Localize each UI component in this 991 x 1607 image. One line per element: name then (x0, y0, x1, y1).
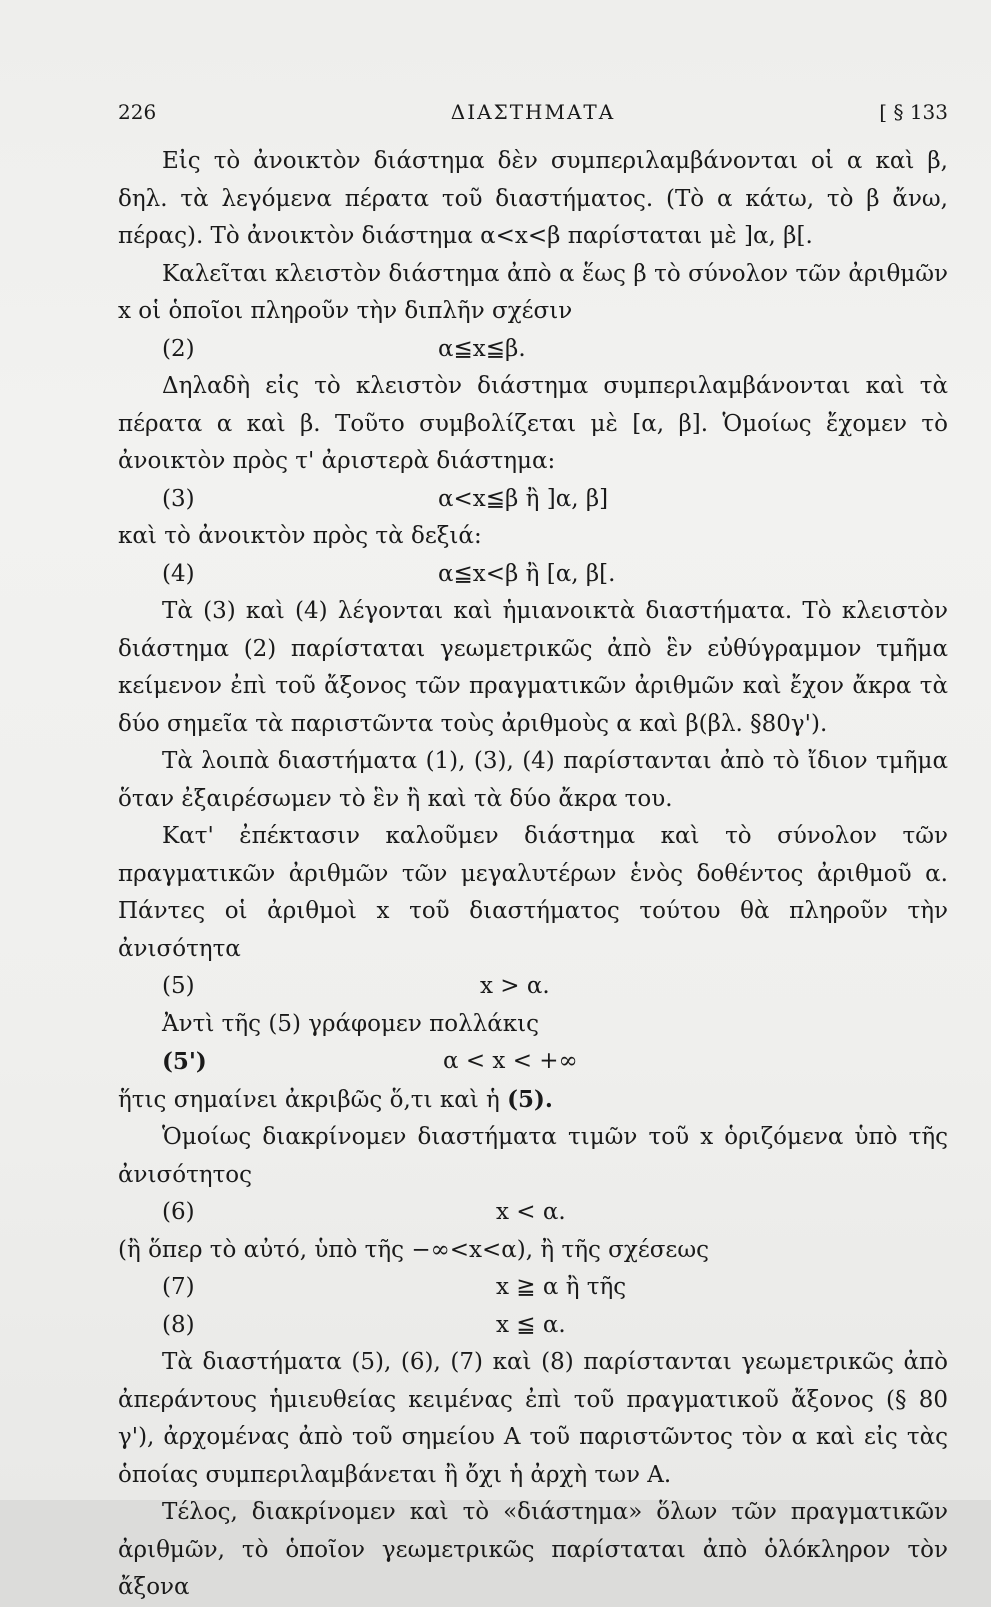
equation-label: (5) (162, 973, 195, 999)
paragraph-closed-interval: Καλεῖται κλειστὸν διάστημα ἀπὸ α ἕως β τὸ σύνολον τῶν ἀριθμῶν x οἱ ὁποῖοι πληροῦν τὴν διπλῆν σχέσιν (118, 260, 948, 324)
paragraph-meaning (118, 1081, 948, 1120)
paragraph-endpoints: Δηλαδὴ εἰς τὸ κλειστὸν διάστημα συμπεριλαμβάνονται καὶ τὰ πέρατα α καὶ β. Τοῦτο συμβολίζεται μὲ [α, β]. Ὁμοίως ἔχομεν τὸ ἀνοικτὸν πρὸς τ' ἀριστερὰ διάστημα: (118, 373, 948, 474)
equation-formula: x < α. (496, 1199, 566, 1225)
equation-label: (7) (162, 1274, 195, 1300)
equation-label: (6) (162, 1199, 195, 1225)
meaning-text: ἥτις σημαίνει ἀκριβῶς ὅ,τι καὶ ἡ (118, 1086, 508, 1113)
page-body (118, 143, 948, 1607)
equation-formula: α≦x≦β. (438, 335, 526, 362)
equation-label: (3) (162, 485, 195, 512)
equation-label: (5') (162, 1048, 207, 1075)
equation-formula: x ≦ α. (496, 1311, 566, 1338)
paragraph-same-thing: (ἢ ὅπερ τὸ αὐτό, ὑπὸ τῆς −∞<x<α), ἢ τῆς σχέσεως (118, 1236, 709, 1263)
equation-label: (2) (162, 335, 195, 362)
equation-formula: α≦x<β ἢ [α, β[. (438, 560, 616, 587)
paragraph-half-open: Τὰ (3) καὶ (4) λέγονται καὶ ἡμιανοικτὰ διαστήματα. Τὸ κλειστὸν διάστημα (2) παρίσταται γεωμετρικῶς ἀπὸ ἓν εὐθύγραμμον τμῆμα κείμενον ἐπὶ τοῦ ἄξονος τῶν πραγματικῶν ἀριθμῶν καὶ ἔχον ἄκρα τὰ δύο σημεῖα τὰ παριστῶντα τοὺς ἀριθμοὺς α καὶ β(βλ. §80γ'). (118, 598, 948, 737)
paragraph-half-lines: Τὰ διαστήματα (5), (6), (7) καὶ (8) παρίστανται γεωμετρικῶς ἀπὸ ἀπεράντους ἡμιευθείας κειμένας ἐπὶ τοῦ πραγματικοῦ ἄξονος (§ 80 γ'), ἀρχομένας ἀπὸ τοῦ σημείου Α τοῦ παριστῶντος τὸν α καὶ εἰς τὰς ὁποίας συμπεριλαμβάνεται ἢ ὄχι ἡ ἀρχὴ των Α. (118, 1349, 948, 1488)
equation-5-prime (118, 1043, 948, 1081)
equation-formula: α<x≦β ἢ ]α, β] (438, 485, 609, 512)
equation-6 (118, 1194, 948, 1232)
equation-5 (118, 968, 948, 1006)
section-reference: [ § 133 (879, 100, 948, 124)
paragraph-right-open: καὶ τὸ ἀνοικτὸν πρὸς τὰ δεξιά: (118, 523, 482, 549)
chapter-title: ΔΙΑΣΤΗΜΑΤΑ (450, 100, 616, 124)
paragraph-open-interval: Εἰς τὸ ἀνοικτὸν διάστημα δὲν συμπεριλαμβάνονται οἱ α καὶ β, δηλ. τὰ λεγόμενα πέρατα τοῦ διαστήματος. (Τὸ α κάτω, τὸ β ἄνω, πέρας). Τὸ ἀνοικτὸν διάστημα α<x<β παρίσταται μὲ ]α, β[. (118, 148, 948, 249)
equation-formula: α < x < +∞ (443, 1048, 578, 1074)
page-header (118, 100, 948, 134)
equation-label: (4) (162, 560, 195, 587)
meaning-ref: (5). (507, 1085, 553, 1113)
equation-4 (118, 556, 948, 594)
paragraph-other-intervals: Τὰ λοιπὰ διαστήματα (1), (3), (4) παρίστανται ἀπὸ τὸ ἴδιον τμῆμα ὅταν ἐξαιρέσωμεν τὸ ἓν ἢ καὶ τὰ δύο ἄκρα του. (118, 748, 948, 812)
equation-7 (118, 1269, 948, 1307)
equation-2 (118, 331, 948, 369)
equation-8 (118, 1307, 948, 1345)
equation-formula: x > α. (480, 973, 550, 999)
paragraph-instead: Ἀντὶ τῆς (5) γράφομεν πολλάκις (162, 1010, 540, 1037)
paragraph-extension: Κατ' ἐπέκτασιν καλοῦμεν διάστημα καὶ τὸ σύνολον τῶν πραγματικῶν ἀριθμῶν τῶν μεγαλυτέρων ἑνὸς δοθέντος ἀριθμοῦ α. Πάντες οἱ ἀριθμοὶ x τοῦ διαστήματος τούτου θὰ πληροῦν τὴν ἀνισότητα (118, 823, 948, 962)
equation-label: (8) (162, 1311, 195, 1338)
paragraph-similarly: Ὁμοίως διακρίνομεν διαστήματα τιμῶν τοῦ x ὁριζόμενα ὑπὸ τῆς ἀνισότητος (118, 1124, 948, 1188)
page-number: 226 (118, 100, 157, 124)
equation-formula: x ≧ α ἢ τῆς (496, 1274, 627, 1300)
paragraph-finally: Τέλος, διακρίνομεν καὶ τὸ «διάστημα» ὅλων τῶν πραγματικῶν ἀριθμῶν, τὸ ὁποῖον γεωμετρικῶς παρίσταται ἀπὸ ὁλόκληρον τὸν ἄξονα (118, 1499, 948, 1600)
equation-3 (118, 481, 948, 519)
